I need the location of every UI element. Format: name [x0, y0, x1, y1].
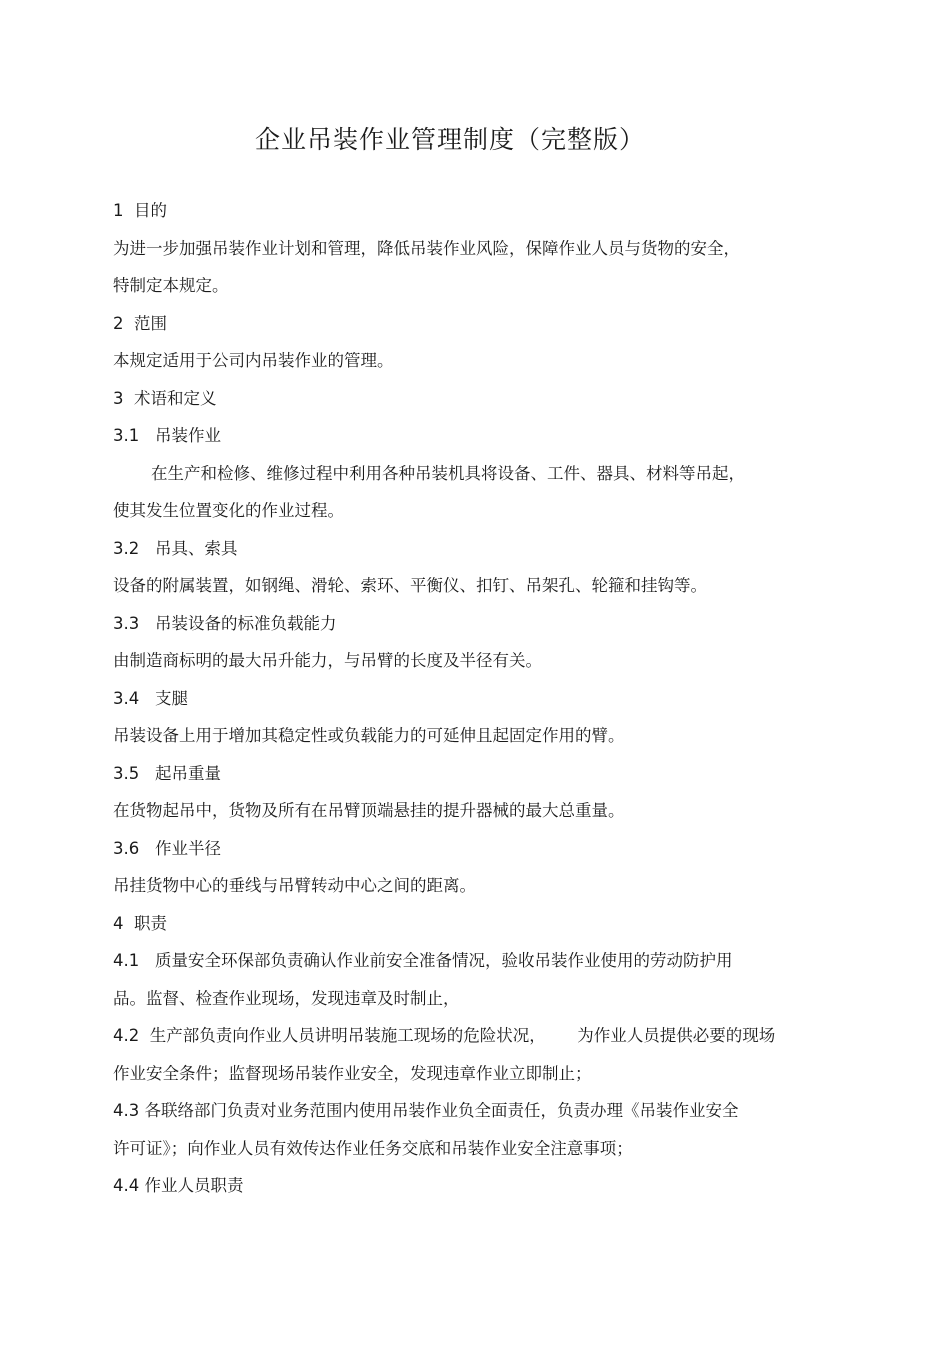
paragraph-line: 4.2 生产部负责向作业人员讲明吊装施工现场的危险状况， 为作业人员提供必要的现场 [113, 1026, 776, 1045]
paragraph-line: 使其发生位置变化的作业过程。 [113, 501, 344, 520]
paragraph-line: 吊挂货物中心的垂线与吊臂转动中心之间的距离。 [113, 876, 476, 895]
paragraph-line: 4.1 质量安全环保部负责确认作业前安全准备情况，验收吊装作业使用的劳动防护用 [113, 951, 733, 970]
section-heading-purpose: 1 目的 [113, 201, 167, 220]
paragraph-line: 为进一步加强吊装作业计划和管理，降低吊装作业风险，保障作业人员与货物的安全， [113, 238, 740, 258]
subsection-heading: 4.4 作业人员职责 [113, 1176, 244, 1195]
paragraph-line: 在货物起吊中，货物及所有在吊臂顶端悬挂的提升器械的最大总重量。 [113, 801, 625, 820]
document-title: 企业吊装作业管理制度（完整版） [254, 125, 645, 154]
paragraph-line: 特制定本规定。 [113, 276, 229, 295]
paragraph-line: 在生产和检修、维修过程中利用各种吊装机具将设备、工件、器具、材料等吊起， [151, 463, 745, 483]
paragraph-line: 本规定适用于公司内吊装作业的管理。 [113, 351, 394, 370]
paragraph-line: 吊装设备上用于增加其稳定性或负载能力的可延伸且起固定作用的臂。 [113, 726, 625, 745]
subsection-heading: 3.4 支腿 [113, 688, 188, 708]
paragraph-line: 许可证》；向作业人员有效传达作业任务交底和吊装作业安全注意事项； [113, 1138, 633, 1158]
paragraph-line: 由制造商标明的最大吊升能力，与吊臂的长度及半径有关。 [113, 651, 542, 670]
subsection-heading: 3.6 作业半径 [113, 838, 221, 858]
section-heading-responsibilities: 4 职责 [113, 913, 167, 933]
paragraph-line: 4.3 各联络部门负责对业务范围内使用吊装作业负全面责任，负责办理《吊装作业安全 [113, 1101, 739, 1120]
subsection-heading: 3.1 吊装作业 [113, 426, 221, 445]
subsection-heading: 3.2 吊具、索具 [113, 538, 238, 558]
document-body [113, 192, 833, 1205]
subsection-heading: 3.5 起吊重量 [113, 763, 221, 783]
paragraph-line: 品。监督、检查作业现场，发现违章及时制止， [113, 988, 460, 1008]
section-heading-scope: 2 范围 [113, 313, 167, 333]
paragraph-line: 设备的附属装置，如钢绳、滑轮、索环、平衡仪、扣钉、吊架孔、轮箍和挂钩等。 [113, 576, 707, 595]
paragraph-line: 作业安全条件；监督现场吊装作业安全，发现违章作业立即制止； [113, 1063, 592, 1083]
subsection-heading: 3.3 吊装设备的标准负载能力 [113, 613, 337, 633]
section-heading-terms: 3 术语和定义 [113, 388, 217, 408]
